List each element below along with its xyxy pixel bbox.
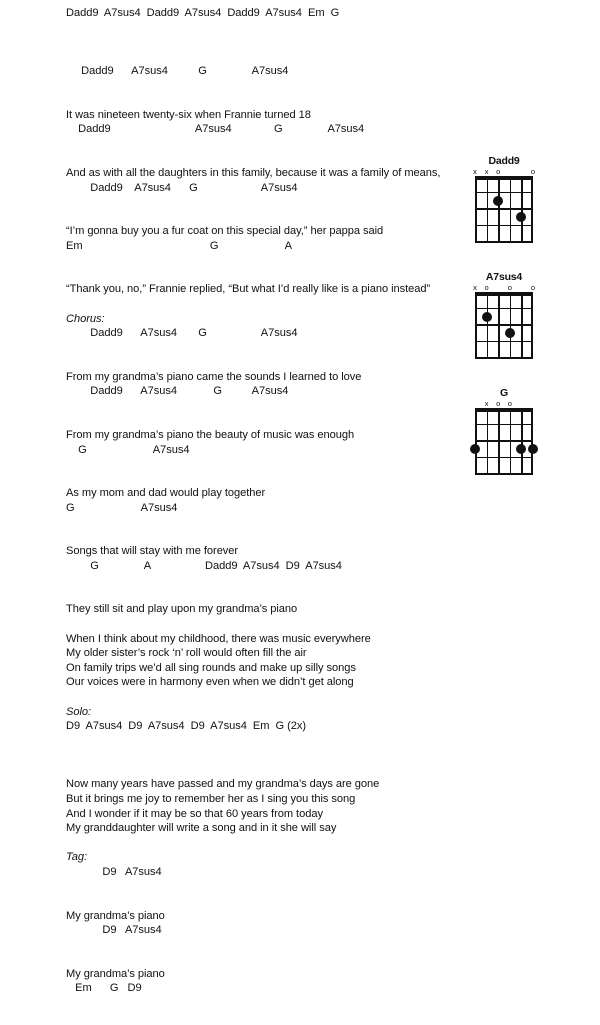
lyric-line: Now many years have passed and my grandma’s days are gone (66, 778, 380, 791)
muted-string-icon: x (484, 167, 489, 176)
string-line (475, 292, 477, 358)
finger-dot (470, 444, 480, 454)
chord-line: D9 A7sus4 (66, 924, 162, 937)
string-line (521, 292, 523, 358)
finger-dot (493, 196, 503, 206)
chord-line: G A7sus4 (66, 443, 190, 456)
section-heading: Tag: (66, 851, 87, 864)
nut (475, 292, 533, 296)
fret-line (475, 473, 533, 475)
lyric-line: It was nineteen twenty-six when Frannie turned 18 (66, 108, 311, 121)
string-markers (473, 283, 536, 292)
chord-line: Em G D9 (66, 982, 142, 995)
finger-dot (505, 328, 515, 338)
finger-dot (528, 444, 538, 454)
lyric-line: My granddaughter will write a song and in it she will say (66, 822, 337, 835)
muted-string-icon: x (484, 399, 489, 408)
lyric-line: And I wonder if it may be so that 60 years from today (66, 807, 323, 820)
lyric-line: “Thank you, no,” Frannie replied, “But what I’d really like is a piano instead” (66, 283, 431, 296)
string-markers (473, 167, 536, 176)
fret-line (475, 341, 533, 343)
open-string-icon: o (484, 283, 489, 292)
chord-line: Em G A (66, 239, 292, 252)
string-line (531, 292, 533, 358)
fret-line (475, 308, 533, 310)
chord-diagram-column (470, 155, 590, 503)
fret-line (475, 357, 533, 359)
blank-line (66, 617, 466, 632)
chord-line: G A Dadd9 A7sus4 D9 A7sus4 (66, 559, 342, 572)
string-line (487, 176, 489, 242)
string-line (521, 176, 523, 242)
open-string-icon: o (530, 283, 536, 292)
lyric-line: Songs that will stay with me forever (66, 545, 239, 558)
section-heading: Chorus: (66, 312, 105, 325)
lyric-line: And as with all the daughters in this family, because it was a family of means, (66, 166, 441, 179)
section-heading: Solo: (66, 705, 92, 718)
string-markers (475, 399, 533, 408)
chord-diagram-a7sus4 (470, 271, 550, 358)
lyric-line: On family trips we’d all sing rounds and make up silly songs (66, 661, 356, 674)
blank-line (66, 836, 466, 851)
fretboard-grid (475, 292, 533, 358)
string-line (475, 176, 477, 242)
fretboard-grid (475, 176, 533, 242)
chord-line: Dadd9 A7sus4 G A7sus4 (66, 327, 298, 340)
chord-name-label: A7sus4 (485, 271, 523, 283)
chord-line: Dadd9 A7sus4 G A7sus4 (66, 123, 365, 136)
chord-line: Dadd9 A7sus4 G A7sus4 (66, 385, 289, 398)
lyric-line: My grandma’s piano (66, 967, 165, 980)
string-line (498, 176, 500, 242)
lyric-line: My older sister’s rock ‘n’ roll would often fill the air (66, 647, 307, 660)
chord-name-label: G (500, 387, 508, 399)
lyric-line: They still sit and play upon my grandma’s piano (66, 603, 298, 616)
string-line (510, 292, 512, 358)
chord-diagram-g (470, 387, 550, 474)
string-line (487, 292, 489, 358)
fret-line (475, 440, 533, 442)
blank-line (66, 50, 466, 65)
chord-line: Dadd9 A7sus4 Dadd9 A7sus4 Dadd9 A7sus4 Em G (66, 7, 340, 19)
string-line (531, 176, 533, 242)
string-line (498, 292, 500, 358)
chord-diagram-dadd9 (470, 155, 550, 242)
finger-dot (482, 312, 492, 322)
string-line (531, 408, 533, 474)
fret-line (475, 192, 533, 194)
fret-line (475, 208, 533, 210)
open-string-icon: o (507, 283, 512, 292)
fret-line (475, 241, 533, 243)
nut (475, 408, 533, 412)
lyric-line: “I’m gonna buy you a fur coat on this special day,” her pappa said (66, 225, 384, 238)
muted-string-icon: x (473, 167, 477, 176)
fret-line (475, 424, 533, 426)
open-string-icon: o (507, 399, 512, 408)
lyric-line: From my grandma’s piano the beauty of music was enough (66, 428, 355, 441)
blank-line (66, 763, 466, 778)
fret-line (475, 457, 533, 459)
open-string-icon: o (496, 167, 501, 176)
chord-name-label: Dadd9 (488, 155, 520, 167)
blank-line (66, 690, 466, 705)
blank-line (66, 297, 466, 312)
finger-dot (516, 212, 526, 222)
string-line (498, 408, 500, 474)
nut (475, 176, 533, 180)
chord-line: D9 A7sus4 D9 A7sus4 D9 A7sus4 Em G (2x) (66, 720, 307, 733)
chord-line: D9 A7sus4 (66, 865, 162, 878)
lyric-line: From my grandma’s piano came the sounds I learned to love (66, 370, 362, 383)
lyric-line: But it brings me joy to remember her as I sing you this song (66, 793, 356, 805)
fret-line (475, 324, 533, 326)
string-line (487, 408, 489, 474)
chord-line: G A7sus4 (66, 501, 178, 514)
fret-line (475, 225, 533, 227)
chord-line: Dadd9 A7sus4 G A7sus4 (66, 65, 289, 78)
lyric-line: Our voices were in harmony even when we didn’t get along (66, 676, 354, 689)
open-string-icon: o (530, 167, 536, 176)
lyric-chord-column (66, 6, 466, 1025)
lyric-line: As my mom and dad would play together (66, 487, 266, 500)
string-line (521, 408, 523, 474)
fretboard-grid (475, 408, 533, 474)
string-line (510, 176, 512, 242)
lyric-line: My grandma’s piano (66, 909, 165, 922)
finger-dot (516, 444, 526, 454)
string-line (475, 408, 477, 474)
lyric-line: When I think about my childhood, there was music everywhere (66, 632, 371, 645)
muted-string-icon: x (473, 283, 477, 292)
chord-line: Dadd9 A7sus4 G A7sus4 (66, 181, 298, 194)
open-string-icon: o (496, 399, 501, 408)
string-line (510, 408, 512, 474)
